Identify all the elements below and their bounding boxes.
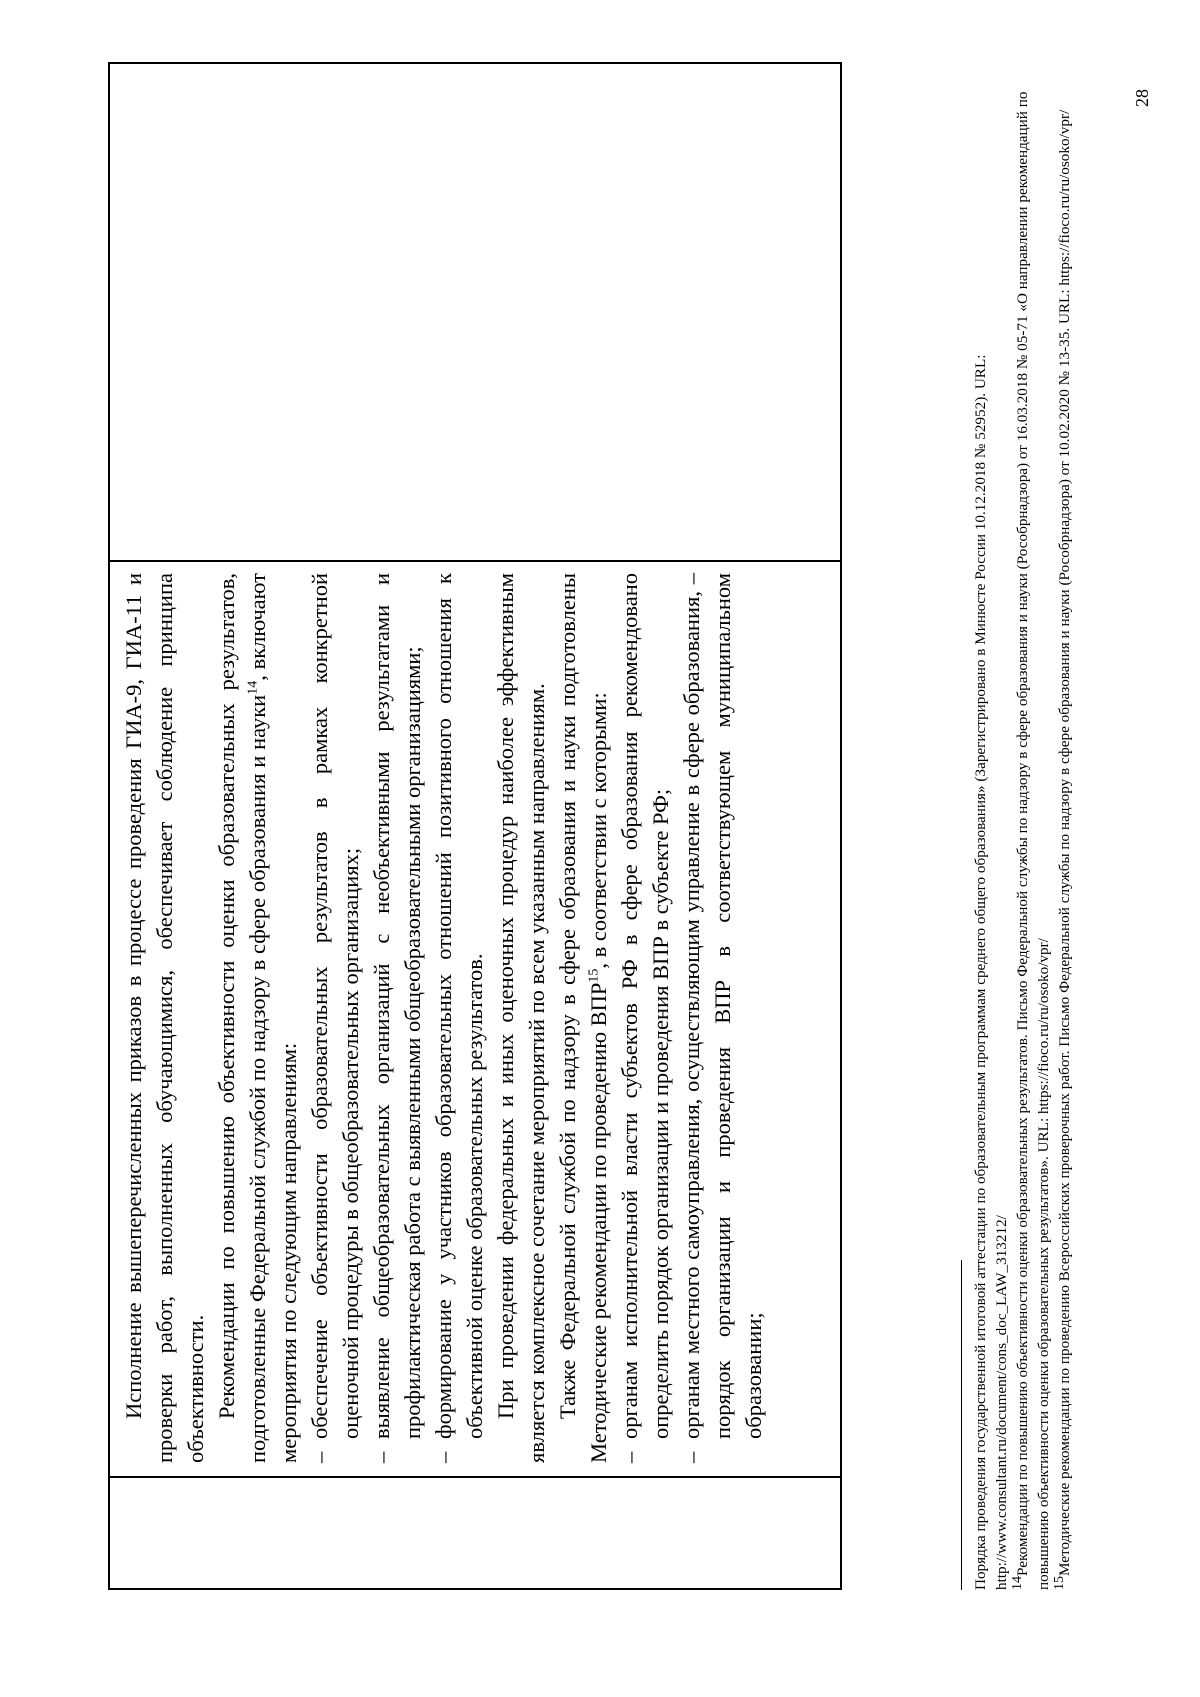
dash-marker: –	[369, 1451, 394, 1463]
footnote-14: $^{14}$Рекомендации по повышению объективности оценки образовательных результатов. Письмо Федеральной службы по надзору в сфере образования и науки (Рособрнадзора) от 16.03.2018 № 05-71 «О направлении рекомендаций по повышению объективности оценки образовательных результатов». URL: https://fioco.ru/ru/osoko/vpr/	[1009, 91, 1052, 1590]
paragraph-federal-procedures: При проведении федеральных и иных оценочных процедур наиболее эффективным является комплексное сочетание мероприятий по всем указанным направлениям.	[493, 573, 549, 1463]
list-item: – органам местного самоуправления, осуществляющим управление в сфере образования, – порядок организации и проведения ВПР в соответствующем муниципальном образовании;	[676, 573, 769, 1463]
paragraph-execution: Исполнение вышеперечисленных приказов в процессе проведения ГИА-9, ГИА-11 и проверки работ, выполненных обучающимися, обеспечивает соблюдение принципа объективности.	[121, 573, 208, 1463]
footnote-ref-14: 14	[245, 680, 261, 695]
list-item: – обеспечение объективности образовательных результатов в рамках конкретной оценочной процедуры в общеобразовательных организациях;	[304, 573, 366, 1463]
paragraph-recommendations: Рекомендации по повышению объективности оценки образовательных результатов, подготовленные Федеральной службой по надзору в сфере образования и науки$^{14}$, включают мероприятия по следующим направлениям:	[214, 573, 301, 1463]
footnote-separator	[961, 1260, 962, 1590]
dash-marker: –	[679, 1451, 704, 1463]
dash-marker: –	[617, 1451, 642, 1463]
dash-marker: –	[307, 1451, 332, 1463]
table-middle-cell	[118, 573, 769, 1463]
page-number: 28	[1132, 89, 1152, 107]
footnote-ref-15: 15	[586, 968, 602, 983]
list-item: – выявление общеобразовательных организаций с необъективными результатами и профилактическая работа с выявленными общеобразовательными организациями;	[366, 573, 428, 1463]
footnote-15: $^{15}$Методические рекомендации по проведению Всероссийских проверочных работ. Письмо Федеральной службы по надзору в сфере образования и науки (Рособрнадзора) от 10.02.2020 № 13-35. URL: https://fioco.ru/ru/osoko/vpr/	[1051, 109, 1073, 1590]
footnote-13-continuation: Порядка проведения государственной итоговой аттестации по образовательным программам среднего общего образования» (Зарегистрировано в Минюсте России 10.12.2018 № 52952). URL: http://www.consultant.ru/document/cons_doc_LAW_313212/	[972, 354, 1010, 1590]
list-item: – формирование у участников образовательных отношений позитивного отношения к объективной оценке образовательных результатов.	[428, 573, 490, 1463]
list-item: – органам исполнительной власти субъектов РФ в сфере образования рекомендовано определить порядок организации и проведения ВПР в субъекте РФ;	[614, 573, 676, 1463]
table-column-divider	[110, 560, 840, 562]
content-table	[108, 62, 842, 1590]
table-column-divider	[110, 1476, 840, 1478]
dash-marker: –	[431, 1451, 456, 1463]
footnotes	[970, 60, 1075, 1590]
paragraph-vpr-recommendations: Также Федеральной службой по надзору в сфере образования и науки подготовлены Методические рекомендации по проведению ВПР$^{15}$, в соответствии с которыми:	[555, 573, 611, 1463]
